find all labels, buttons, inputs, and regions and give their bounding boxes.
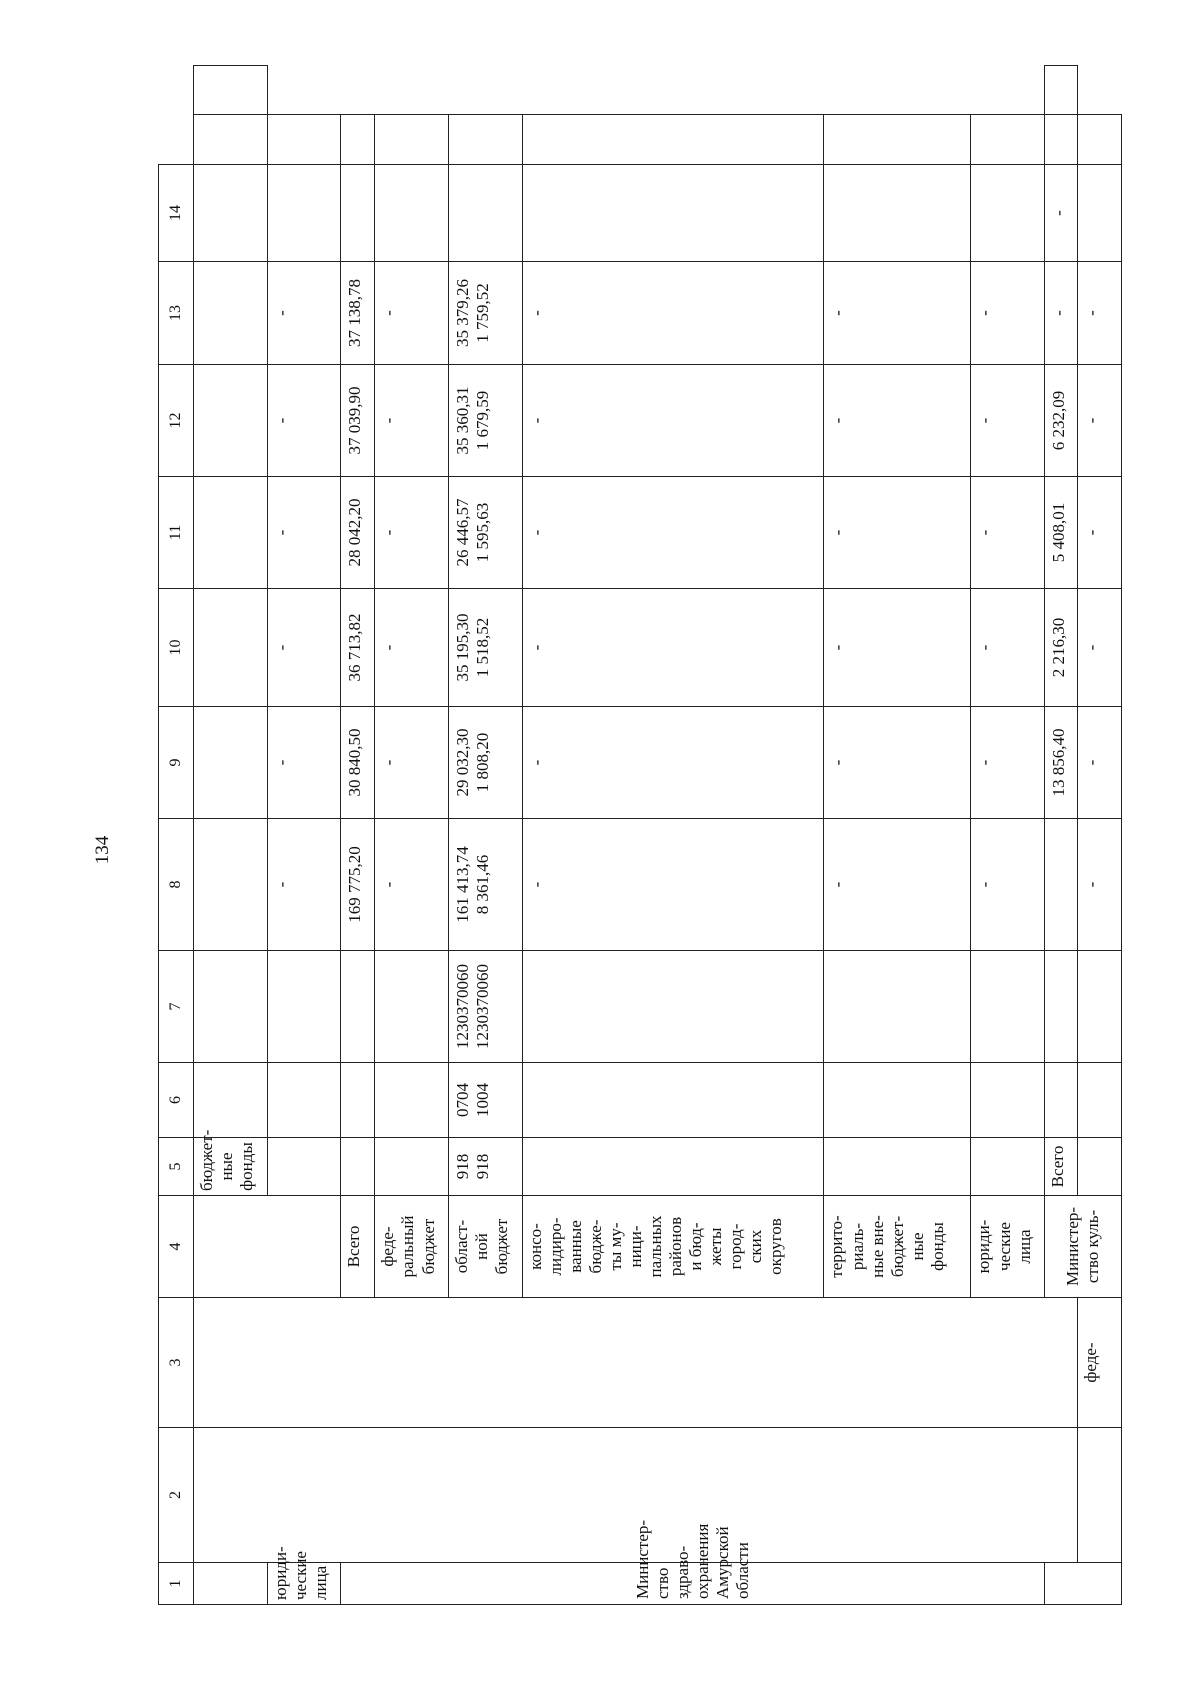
value-cell [194,165,268,262]
value-cell: - [971,707,1045,819]
value-cell: - [1078,365,1122,477]
value-cell [1045,66,1078,116]
column-number-row [159,66,194,1605]
value-cell [971,951,1045,1063]
value-cell: 28 042,20 [341,477,375,589]
value-cell [375,1063,449,1138]
value-cell [194,589,268,707]
rotated-table-container [158,65,1122,1605]
value-cell: - [971,477,1045,589]
cell-col2 [194,1298,1078,1428]
value-cell [375,1138,449,1196]
cell-col1 [194,1563,268,1605]
column-number-cell: 13 [159,262,194,365]
column-number-cell: 8 [159,819,194,951]
value-cell: - [375,589,449,707]
value-cell: - [1045,262,1078,365]
column-number-cell: 10 [159,589,194,707]
value-cell [194,115,268,165]
value-cell [267,951,341,1063]
value-cell [375,165,449,262]
value-cell: - [267,477,341,589]
value-cell [1045,819,1078,951]
ministry-culture: Министер- ство куль- [1045,1196,1122,1298]
value-cell [267,115,341,165]
value-cell: - [522,477,824,589]
value-cell: - [267,819,341,951]
value-cell: - [267,262,341,365]
value-cell [341,951,375,1063]
value-cell: - [522,819,824,951]
value-cell [375,115,449,165]
column-number-cell: 6 [159,1063,194,1138]
column-number-cell: 9 [159,707,194,819]
value-cell [522,1063,824,1138]
value-cell: - [1078,589,1122,707]
value-cell [1045,1063,1078,1138]
ministry-health: Министер- ство здраво- охранения Амурской области [341,1563,1045,1605]
value-cell: - [971,819,1045,951]
value-cell: - [971,365,1045,477]
row-label: юриди- ческие лица [971,1196,1045,1298]
value-cell: - [824,707,971,819]
value-cell: - [1045,165,1078,262]
value-cell: 13 856,40 [1045,707,1078,819]
value-cell [194,951,268,1063]
value-cell [449,165,523,262]
value-cell [449,115,523,165]
value-cell [824,115,971,165]
budget-table [158,65,1122,1605]
value-cell [1078,1063,1122,1138]
value-cell [824,165,971,262]
value-cell [341,1063,375,1138]
value-cell [1078,951,1122,1063]
value-cell [194,477,268,589]
value-cell: - [375,262,449,365]
column-number-cell: 5 [159,1138,194,1196]
row-label: феде- [1078,1298,1122,1428]
cell-col1 [1045,1563,1122,1605]
value-cell: - [1078,262,1122,365]
value-cell: 0704 1004 [449,1063,523,1138]
value-cell: - [824,589,971,707]
value-cell: - [375,477,449,589]
cell-col3-empty [194,1196,341,1298]
value-cell: 29 032,30 1 808,20 [449,707,523,819]
value-cell: 169 775,20 [341,819,375,951]
value-cell [522,1138,824,1196]
value-cell [1078,115,1122,165]
value-cell: - [1078,477,1122,589]
value-cell [1045,951,1078,1063]
row-label: террито- риаль- ные вне- бюджет- ные фонды [824,1196,971,1298]
value-cell: 2 216,30 [1045,589,1078,707]
column-number-cell: 3 [159,1298,194,1428]
value-cell [341,115,375,165]
row-label: юриди- ческие лица [267,1563,341,1605]
column-number-cell: 4 [159,1196,194,1298]
value-cell: 30 840,50 [341,707,375,819]
row-label: консо- лидиро- ванные бюдже- ты му- ници- пальных районов и бюд- жеты город- ских округов [522,1196,824,1298]
table-row [1078,66,1122,1605]
value-cell [971,165,1045,262]
value-cell: 1230370060 1230370060 [449,951,523,1063]
value-cell: - [267,589,341,707]
value-cell [971,115,1045,165]
value-cell: - [522,365,824,477]
value-cell: 6 232,09 [1045,365,1078,477]
value-cell: - [824,365,971,477]
column-number-cell: 2 [159,1428,194,1563]
value-cell [194,365,268,477]
page-number: 134 [92,835,113,865]
value-cell [971,1138,1045,1196]
table-row [194,66,268,1605]
value-cell: - [267,365,341,477]
value-cell: 26 446,57 1 595,63 [449,477,523,589]
value-cell: - [971,589,1045,707]
value-cell [1078,1138,1122,1196]
value-cell [522,115,824,165]
value-cell [341,165,375,262]
value-cell [267,165,341,262]
value-cell: 36 713,82 [341,589,375,707]
value-cell: - [1078,707,1122,819]
value-cell [522,951,824,1063]
value-cell [194,66,268,116]
column-number-cell: 7 [159,951,194,1063]
row-label: Всего [1045,1138,1078,1196]
value-cell: - [522,262,824,365]
value-cell [824,951,971,1063]
value-cell: - [824,262,971,365]
value-cell: 37 039,90 [341,365,375,477]
value-cell [971,1063,1045,1138]
value-cell [824,1063,971,1138]
value-cell: - [824,477,971,589]
row-label: Всего [341,1196,375,1298]
value-cell [375,951,449,1063]
value-cell: - [375,819,449,951]
value-cell: 5 408,01 [1045,477,1078,589]
value-cell: 35 195,30 1 518,52 [449,589,523,707]
value-cell [1045,115,1078,165]
value-cell: - [522,589,824,707]
value-cell: 918 918 [449,1138,523,1196]
value-cell [522,165,824,262]
column-number-cell: 12 [159,365,194,477]
table-body [159,66,1122,1605]
row-label: бюджет- ные фонды [194,1138,268,1196]
column-number-cell: 11 [159,477,194,589]
value-cell [194,262,268,365]
cell-col2 [1078,1428,1122,1563]
value-cell [824,1138,971,1196]
value-cell: - [824,819,971,951]
value-cell: - [375,365,449,477]
value-cell: 35 360,31 1 679,59 [449,365,523,477]
value-cell: - [971,262,1045,365]
value-cell: - [1078,819,1122,951]
value-cell [341,1138,375,1196]
value-cell [267,1063,341,1138]
row-label: феде- ральный бюджет [375,1196,449,1298]
value-cell: 161 413,74 8 361,46 [449,819,523,951]
value-cell [194,707,268,819]
row-label: област- ной бюджет [449,1196,523,1298]
column-number-cell: 14 [159,165,194,262]
value-cell: 35 379,26 1 759,52 [449,262,523,365]
value-cell: - [375,707,449,819]
value-cell [194,819,268,951]
value-cell: - [522,707,824,819]
value-cell: - [267,707,341,819]
value-cell [194,1063,268,1138]
value-cell [1078,165,1122,262]
value-cell [267,1138,341,1196]
column-number-cell: 1 [159,1563,194,1605]
value-cell: 37 138,78 [341,262,375,365]
